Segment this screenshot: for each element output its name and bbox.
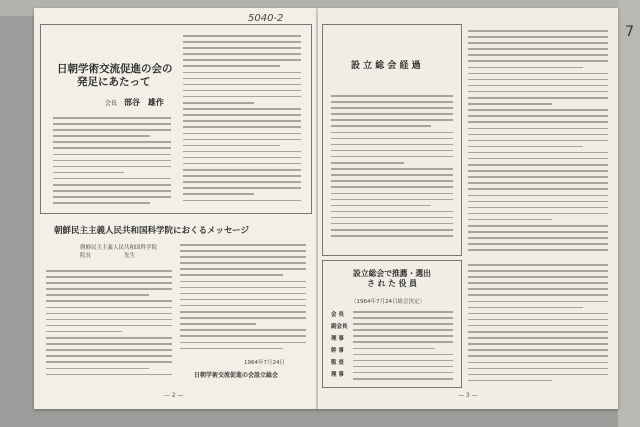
article2-body-left [46, 270, 172, 380]
officers-note: （1964年7月24日総会決定） [351, 299, 425, 305]
article2-sender [80, 244, 157, 261]
article2-org: 日朝学術交流促進の会設立総会 [194, 372, 279, 379]
right-page [318, 8, 618, 409]
article1-title-line2: 発足にあたって [77, 76, 151, 89]
role-director-2: 理 事 [331, 372, 344, 378]
handwritten-note: 5040-2 [248, 13, 284, 24]
article2-date: 1964年7月24日 [244, 360, 285, 366]
article2-body-right [180, 244, 306, 356]
role-auditor: 監 査 [331, 360, 344, 366]
right-article1-box [322, 24, 462, 256]
officers-list-continued [468, 264, 608, 384]
right-article1-body [331, 95, 453, 247]
page-number-left: — 2 — [164, 392, 184, 399]
role-secretary: 幹 事 [331, 348, 344, 354]
article1-title-line1: 日朝学術交流促進の会の [57, 63, 173, 75]
right-article2-title [335, 269, 449, 288]
corner-mark: 7 [625, 24, 634, 40]
article1-body-right [183, 35, 301, 209]
right-article2-title-line1: 設立総会で推薦・選出 [353, 269, 431, 278]
article2-title: 朝鮮民主主義人民共和国科学院におくるメッセージ [54, 226, 249, 236]
right-article2-title-line2: さ れ た 役 員 [367, 278, 417, 288]
article1-title [57, 63, 173, 89]
author-name: 部谷 雄作 [123, 98, 164, 107]
role-vice-chairman: 副会長 [331, 324, 348, 330]
role-chairman: 会 長 [331, 312, 344, 318]
role-director: 理 事 [331, 336, 344, 342]
right-article2-box [322, 260, 462, 388]
officers-list [353, 311, 453, 383]
backdrop-edge [618, 0, 640, 427]
officer-role-labels [331, 309, 348, 381]
article1-body-left [53, 117, 171, 209]
article1-author [105, 97, 164, 108]
sender-line1: 朝鮮民主主義人民共和国科学院 [80, 245, 158, 251]
left-page [34, 8, 318, 409]
right-article1-title: 設 立 総 会 経 過 [351, 61, 421, 71]
right-article1-body-continued [468, 30, 608, 258]
page-number-right: — 3 — [458, 392, 478, 399]
article1-box [40, 24, 312, 214]
sender-line2: 院長 先生 [80, 253, 136, 260]
author-label: 会長 [105, 100, 118, 107]
